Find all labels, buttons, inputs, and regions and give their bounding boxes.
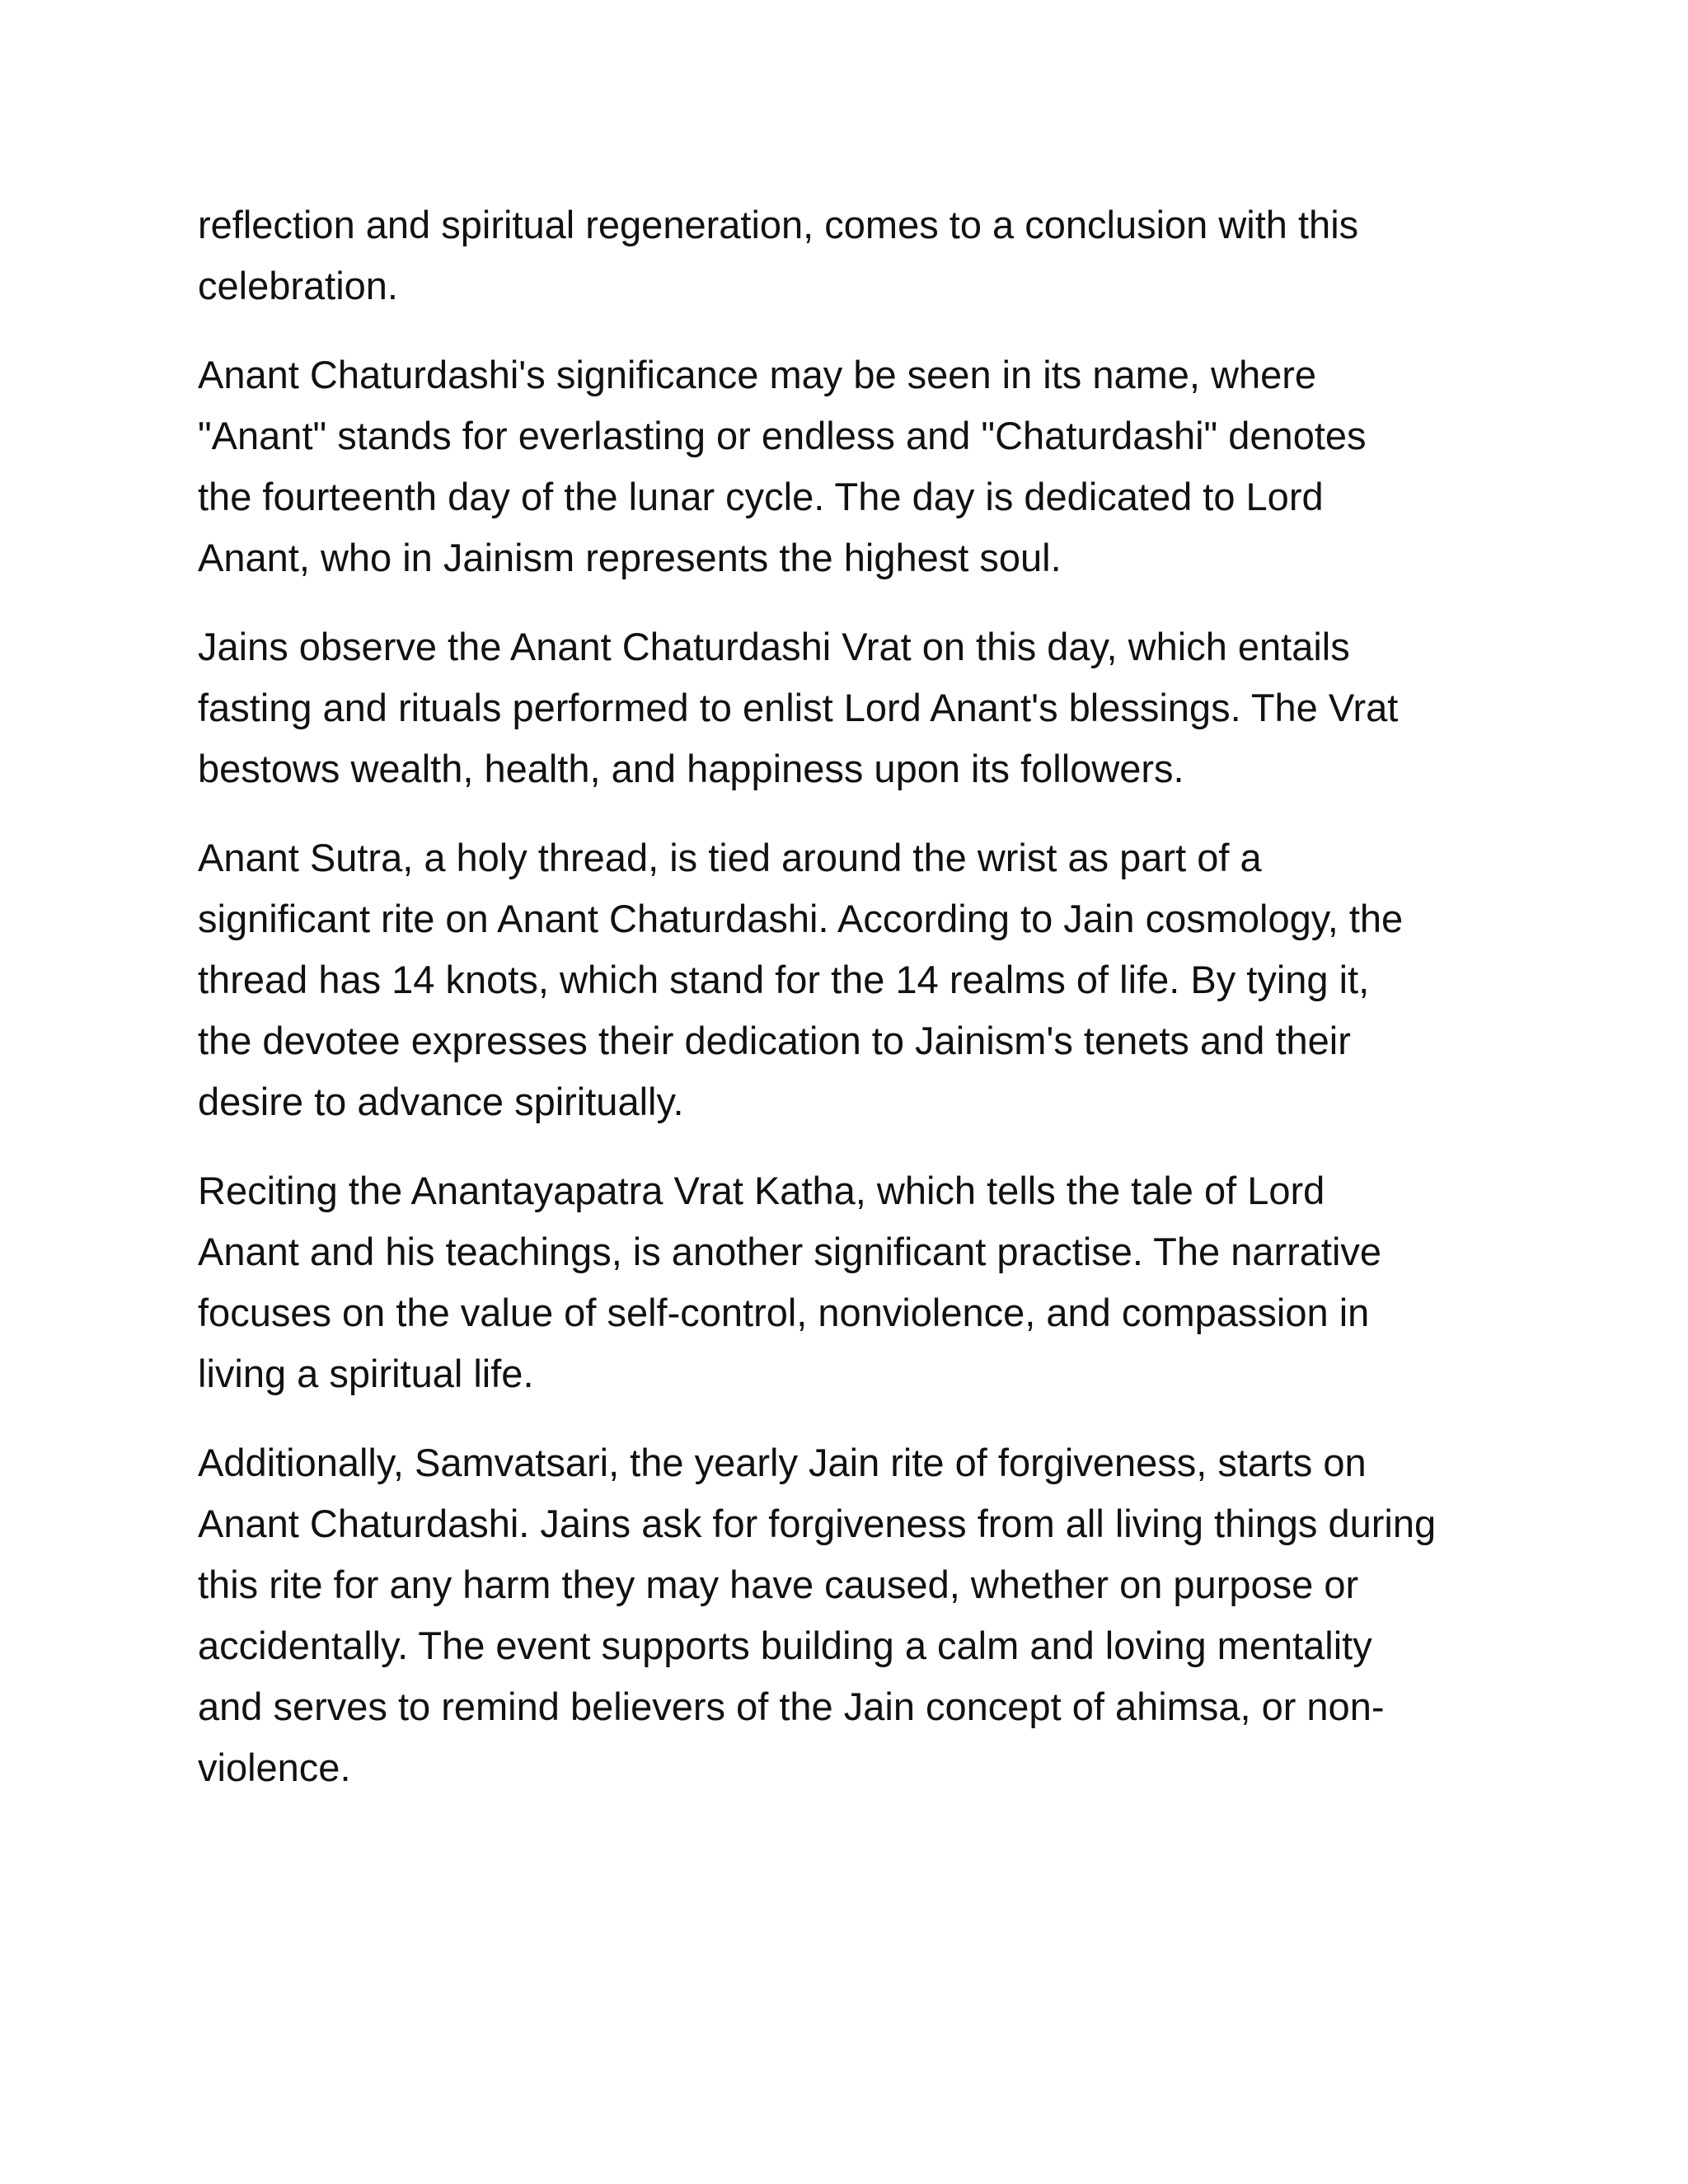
paragraph-4: Anant Sutra, a holy thread, is tied around the wrist as part of a significant rite on Anant Chaturdashi. According to Jain cosmology, the thread has 14 knots, which stand for the 14 realms of life. By tying it, the devotee expresses their dedication to Jainism's tenets and their desire to advance spiritually. — [198, 836, 1404, 1123]
paragraph-1: reflection and spiritual regeneration, comes to a conclusion with this celebration. — [198, 203, 1359, 307]
paragraph-2: Anant Chaturdashi's significance may be seen in its name, where "Anant" stands for everlasting or endless and "Chaturdashi" denotes the fourteenth day of the lunar cycle. The day is dedicated to Lord Anant, who in Jainism represents the highest soul. — [198, 353, 1367, 579]
paragraph-3: Jains observe the Anant Chaturdashi Vrat on this day, which entails fasting and rituals performed to enlist Lord Anant's blessings. The Vrat bestows wealth, health, and happiness upon its followers. — [198, 625, 1399, 790]
paragraph-6: Additionally, Samvatsari, the yearly Jain rite of forgiveness, starts on Anant Chaturdashi. Jains ask for forgiveness from all living things during this rite for any harm they may have caused, whether on purpose or accidentally. The event supports building a calm and loving mentality and serves to remind believers of the Jain concept of ahimsa, or non- violence. — [198, 1441, 1437, 1789]
document-body — [198, 194, 1500, 1826]
paragraph-5: Reciting the Anantayapatra Vrat Katha, which tells the tale of Lord Anant and his teachings, is another significant practise. The narrative focuses on the value of self-control, nonviolence, and compassion in living a spiritual life. — [198, 1169, 1382, 1395]
